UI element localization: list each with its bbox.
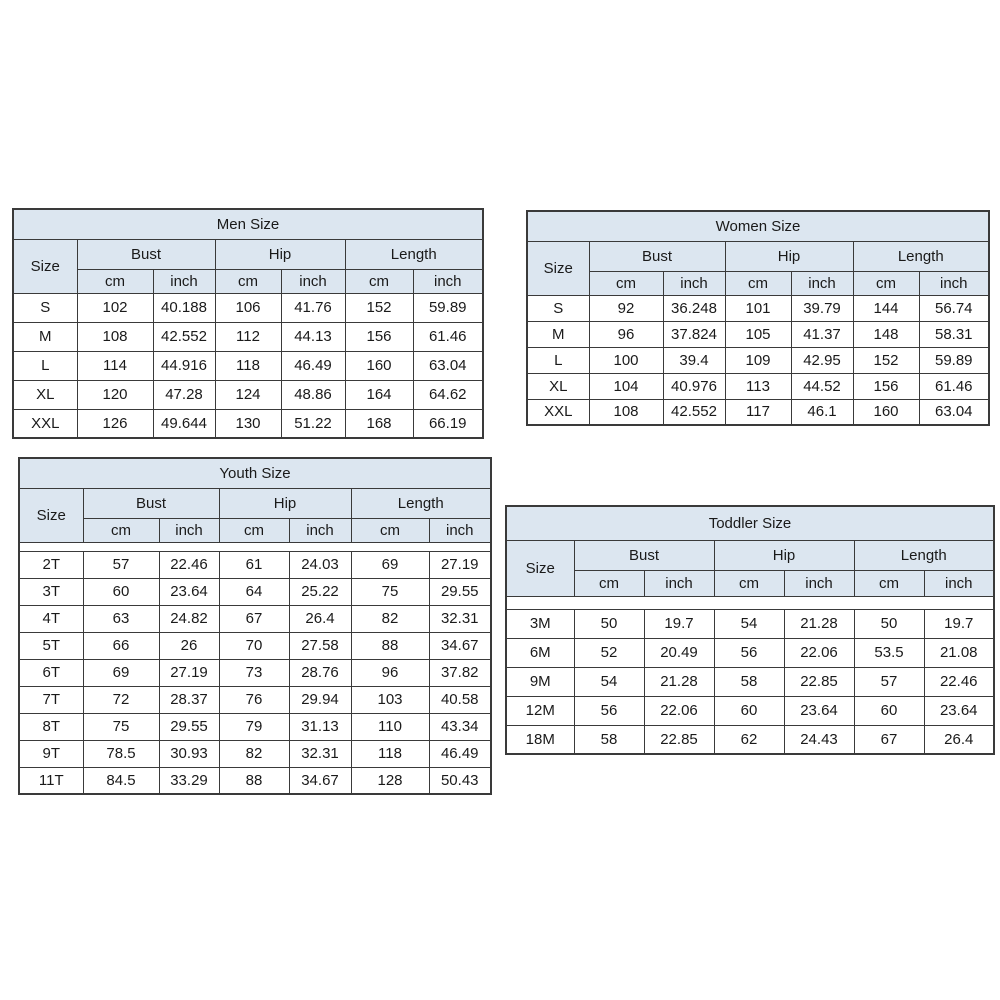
table-title: Women Size — [527, 211, 989, 241]
value-cell: 50 — [854, 609, 924, 638]
value-cell: 82 — [351, 605, 429, 632]
value-cell: 58 — [714, 667, 784, 696]
unit-header: cm — [853, 271, 919, 295]
unit-header-row — [19, 518, 491, 542]
value-cell: 41.37 — [791, 321, 853, 347]
unit-header: inch — [289, 518, 351, 542]
size-cell: 18M — [506, 725, 574, 754]
group-header-length: Length — [854, 540, 994, 570]
value-cell: 70 — [219, 632, 289, 659]
value-cell: 156 — [853, 373, 919, 399]
value-cell: 27.58 — [289, 632, 351, 659]
unit-header: cm — [589, 271, 663, 295]
value-cell: 105 — [725, 321, 791, 347]
value-cell: 32.31 — [289, 740, 351, 767]
size-cell: 5T — [19, 632, 83, 659]
size-cell: M — [527, 321, 589, 347]
youth-size-table — [18, 457, 492, 795]
size-cell: 8T — [19, 713, 83, 740]
group-header-row — [506, 540, 994, 570]
value-cell: 102 — [77, 293, 153, 322]
group-header-hip: Hip — [219, 488, 351, 518]
value-cell: 23.64 — [159, 578, 219, 605]
table-row — [527, 321, 989, 347]
unit-header: inch — [644, 570, 714, 596]
unit-header: cm — [77, 269, 153, 293]
value-cell: 58.31 — [919, 321, 989, 347]
value-cell: 33.29 — [159, 767, 219, 794]
value-cell: 22.85 — [784, 667, 854, 696]
value-cell: 120 — [77, 380, 153, 409]
value-cell: 104 — [589, 373, 663, 399]
value-cell: 59.89 — [919, 347, 989, 373]
value-cell: 63.04 — [919, 399, 989, 425]
value-cell: 76 — [219, 686, 289, 713]
table-row — [19, 686, 491, 713]
size-cell: 11T — [19, 767, 83, 794]
value-cell: 62 — [714, 725, 784, 754]
size-cell: 7T — [19, 686, 83, 713]
value-cell: 100 — [589, 347, 663, 373]
group-header-bust: Bust — [77, 239, 215, 269]
value-cell: 61.46 — [919, 373, 989, 399]
group-header-row — [13, 239, 483, 269]
value-cell: 88 — [351, 632, 429, 659]
value-cell: 75 — [83, 713, 159, 740]
table-row — [19, 713, 491, 740]
value-cell: 41.76 — [281, 293, 345, 322]
men-size-table — [12, 208, 484, 439]
group-header-hip: Hip — [215, 239, 345, 269]
table-row — [527, 295, 989, 321]
value-cell: 24.03 — [289, 551, 351, 578]
size-column-header: Size — [13, 239, 77, 293]
group-header-length: Length — [853, 241, 989, 271]
value-cell: 57 — [854, 667, 924, 696]
value-cell: 54 — [574, 667, 644, 696]
table-row — [506, 638, 994, 667]
unit-header: inch — [413, 269, 483, 293]
women-size-table — [526, 210, 990, 426]
spacer-row — [506, 596, 994, 609]
value-cell: 34.67 — [429, 632, 491, 659]
value-cell: 44.52 — [791, 373, 853, 399]
value-cell: 53.5 — [854, 638, 924, 667]
unit-header: cm — [725, 271, 791, 295]
value-cell: 106 — [215, 293, 281, 322]
table-title: Men Size — [13, 209, 483, 239]
value-cell: 29.94 — [289, 686, 351, 713]
value-cell: 22.06 — [784, 638, 854, 667]
value-cell: 56 — [574, 696, 644, 725]
value-cell: 39.4 — [663, 347, 725, 373]
table-row — [13, 322, 483, 351]
size-cell: M — [13, 322, 77, 351]
value-cell: 63.04 — [413, 351, 483, 380]
value-cell: 164 — [345, 380, 413, 409]
value-cell: 78.5 — [83, 740, 159, 767]
value-cell: 23.64 — [924, 696, 994, 725]
unit-header: inch — [281, 269, 345, 293]
value-cell: 88 — [219, 767, 289, 794]
value-cell: 118 — [351, 740, 429, 767]
value-cell: 64 — [219, 578, 289, 605]
group-header-hip: Hip — [725, 241, 853, 271]
value-cell: 52 — [574, 638, 644, 667]
value-cell: 64.62 — [413, 380, 483, 409]
value-cell: 42.552 — [663, 399, 725, 425]
value-cell: 113 — [725, 373, 791, 399]
table-row — [19, 632, 491, 659]
value-cell: 66.19 — [413, 409, 483, 438]
table-row — [19, 605, 491, 632]
table-row — [506, 667, 994, 696]
value-cell: 60 — [854, 696, 924, 725]
unit-header-row — [527, 271, 989, 295]
value-cell: 21.28 — [784, 609, 854, 638]
value-cell: 112 — [215, 322, 281, 351]
table-row — [13, 293, 483, 322]
unit-header: inch — [791, 271, 853, 295]
value-cell: 50.43 — [429, 767, 491, 794]
value-cell: 28.37 — [159, 686, 219, 713]
table-row — [527, 347, 989, 373]
value-cell: 101 — [725, 295, 791, 321]
value-cell: 28.76 — [289, 659, 351, 686]
size-cell: 2T — [19, 551, 83, 578]
value-cell: 58 — [574, 725, 644, 754]
unit-header-row — [506, 570, 994, 596]
unit-header-row — [13, 269, 483, 293]
size-cell: S — [527, 295, 589, 321]
unit-header: inch — [663, 271, 725, 295]
group-header-row — [527, 241, 989, 271]
size-cell: 12M — [506, 696, 574, 725]
size-cell: XXL — [527, 399, 589, 425]
table-row — [506, 725, 994, 754]
size-cell: 9M — [506, 667, 574, 696]
value-cell: 37.82 — [429, 659, 491, 686]
value-cell: 73 — [219, 659, 289, 686]
value-cell: 61 — [219, 551, 289, 578]
value-cell: 108 — [589, 399, 663, 425]
value-cell: 69 — [83, 659, 159, 686]
value-cell: 72 — [83, 686, 159, 713]
unit-header: cm — [574, 570, 644, 596]
value-cell: 24.82 — [159, 605, 219, 632]
value-cell: 96 — [351, 659, 429, 686]
table-title: Toddler Size — [506, 506, 994, 540]
value-cell: 47.28 — [153, 380, 215, 409]
group-header-length: Length — [345, 239, 483, 269]
value-cell: 27.19 — [159, 659, 219, 686]
group-header-bust: Bust — [83, 488, 219, 518]
value-cell: 26.4 — [924, 725, 994, 754]
table-row — [527, 399, 989, 425]
group-header-hip: Hip — [714, 540, 854, 570]
value-cell: 51.22 — [281, 409, 345, 438]
value-cell: 30.93 — [159, 740, 219, 767]
value-cell: 60 — [83, 578, 159, 605]
size-cell: 3T — [19, 578, 83, 605]
spacer-row — [19, 542, 491, 551]
table-row — [19, 659, 491, 686]
value-cell: 42.552 — [153, 322, 215, 351]
table-row — [13, 409, 483, 438]
value-cell: 22.85 — [644, 725, 714, 754]
value-cell: 82 — [219, 740, 289, 767]
value-cell: 46.1 — [791, 399, 853, 425]
value-cell: 144 — [853, 295, 919, 321]
title-row — [527, 211, 989, 241]
value-cell: 36.248 — [663, 295, 725, 321]
value-cell: 114 — [77, 351, 153, 380]
group-header-row — [19, 488, 491, 518]
unit-header: cm — [345, 269, 413, 293]
size-cell: L — [13, 351, 77, 380]
value-cell: 75 — [351, 578, 429, 605]
value-cell: 32.31 — [429, 605, 491, 632]
value-cell: 39.79 — [791, 295, 853, 321]
group-header-length: Length — [351, 488, 491, 518]
value-cell: 23.64 — [784, 696, 854, 725]
value-cell: 96 — [589, 321, 663, 347]
value-cell: 20.49 — [644, 638, 714, 667]
value-cell: 40.188 — [153, 293, 215, 322]
size-cell: 3M — [506, 609, 574, 638]
value-cell: 59.89 — [413, 293, 483, 322]
value-cell: 57 — [83, 551, 159, 578]
size-cell: XL — [527, 373, 589, 399]
value-cell: 130 — [215, 409, 281, 438]
size-column-header: Size — [506, 540, 574, 596]
value-cell: 22.06 — [644, 696, 714, 725]
group-header-bust: Bust — [574, 540, 714, 570]
unit-header: cm — [215, 269, 281, 293]
value-cell: 124 — [215, 380, 281, 409]
value-cell: 109 — [725, 347, 791, 373]
value-cell: 40.976 — [663, 373, 725, 399]
unit-header: cm — [83, 518, 159, 542]
size-cell: 4T — [19, 605, 83, 632]
unit-header: inch — [153, 269, 215, 293]
value-cell: 160 — [853, 399, 919, 425]
size-cell: S — [13, 293, 77, 322]
value-cell: 60 — [714, 696, 784, 725]
table-row — [19, 578, 491, 605]
value-cell: 148 — [853, 321, 919, 347]
table-row — [13, 351, 483, 380]
value-cell: 117 — [725, 399, 791, 425]
value-cell: 79 — [219, 713, 289, 740]
size-cell: 6M — [506, 638, 574, 667]
value-cell: 37.824 — [663, 321, 725, 347]
value-cell: 63 — [83, 605, 159, 632]
table-title: Youth Size — [19, 458, 491, 488]
value-cell: 40.58 — [429, 686, 491, 713]
spacer-cell — [19, 542, 491, 551]
value-cell: 22.46 — [924, 667, 994, 696]
table-row — [19, 551, 491, 578]
size-cell: 6T — [19, 659, 83, 686]
value-cell: 27.19 — [429, 551, 491, 578]
value-cell: 160 — [345, 351, 413, 380]
value-cell: 44.13 — [281, 322, 345, 351]
value-cell: 56.74 — [919, 295, 989, 321]
unit-header: cm — [219, 518, 289, 542]
value-cell: 152 — [853, 347, 919, 373]
unit-header: inch — [159, 518, 219, 542]
value-cell: 66 — [83, 632, 159, 659]
toddler-size-table — [505, 505, 995, 755]
value-cell: 34.67 — [289, 767, 351, 794]
value-cell: 44.916 — [153, 351, 215, 380]
value-cell: 56 — [714, 638, 784, 667]
value-cell: 128 — [351, 767, 429, 794]
unit-header: inch — [924, 570, 994, 596]
value-cell: 118 — [215, 351, 281, 380]
value-cell: 156 — [345, 322, 413, 351]
value-cell: 19.7 — [644, 609, 714, 638]
size-cell: XL — [13, 380, 77, 409]
value-cell: 43.34 — [429, 713, 491, 740]
unit-header: inch — [784, 570, 854, 596]
value-cell: 21.08 — [924, 638, 994, 667]
table-row — [527, 373, 989, 399]
value-cell: 29.55 — [429, 578, 491, 605]
size-cell: L — [527, 347, 589, 373]
table-row — [506, 696, 994, 725]
unit-header: cm — [714, 570, 784, 596]
value-cell: 54 — [714, 609, 784, 638]
value-cell: 49.644 — [153, 409, 215, 438]
value-cell: 110 — [351, 713, 429, 740]
value-cell: 19.7 — [924, 609, 994, 638]
size-cell: XXL — [13, 409, 77, 438]
value-cell: 108 — [77, 322, 153, 351]
unit-header: cm — [351, 518, 429, 542]
unit-header: inch — [919, 271, 989, 295]
title-row — [13, 209, 483, 239]
value-cell: 46.49 — [429, 740, 491, 767]
title-row — [506, 506, 994, 540]
size-cell: 9T — [19, 740, 83, 767]
value-cell: 46.49 — [281, 351, 345, 380]
value-cell: 67 — [219, 605, 289, 632]
value-cell: 50 — [574, 609, 644, 638]
unit-header: cm — [854, 570, 924, 596]
value-cell: 22.46 — [159, 551, 219, 578]
value-cell: 26.4 — [289, 605, 351, 632]
value-cell: 84.5 — [83, 767, 159, 794]
table-row — [13, 380, 483, 409]
value-cell: 31.13 — [289, 713, 351, 740]
value-cell: 69 — [351, 551, 429, 578]
value-cell: 42.95 — [791, 347, 853, 373]
group-header-bust: Bust — [589, 241, 725, 271]
size-column-header: Size — [527, 241, 589, 295]
value-cell: 29.55 — [159, 713, 219, 740]
value-cell: 103 — [351, 686, 429, 713]
spacer-cell — [506, 596, 994, 609]
value-cell: 24.43 — [784, 725, 854, 754]
title-row — [19, 458, 491, 488]
unit-header: inch — [429, 518, 491, 542]
value-cell: 61.46 — [413, 322, 483, 351]
value-cell: 126 — [77, 409, 153, 438]
value-cell: 48.86 — [281, 380, 345, 409]
value-cell: 26 — [159, 632, 219, 659]
value-cell: 152 — [345, 293, 413, 322]
size-column-header: Size — [19, 488, 83, 542]
value-cell: 67 — [854, 725, 924, 754]
value-cell: 21.28 — [644, 667, 714, 696]
table-row — [506, 609, 994, 638]
table-row — [19, 740, 491, 767]
value-cell: 92 — [589, 295, 663, 321]
value-cell: 25.22 — [289, 578, 351, 605]
value-cell: 168 — [345, 409, 413, 438]
table-row — [19, 767, 491, 794]
